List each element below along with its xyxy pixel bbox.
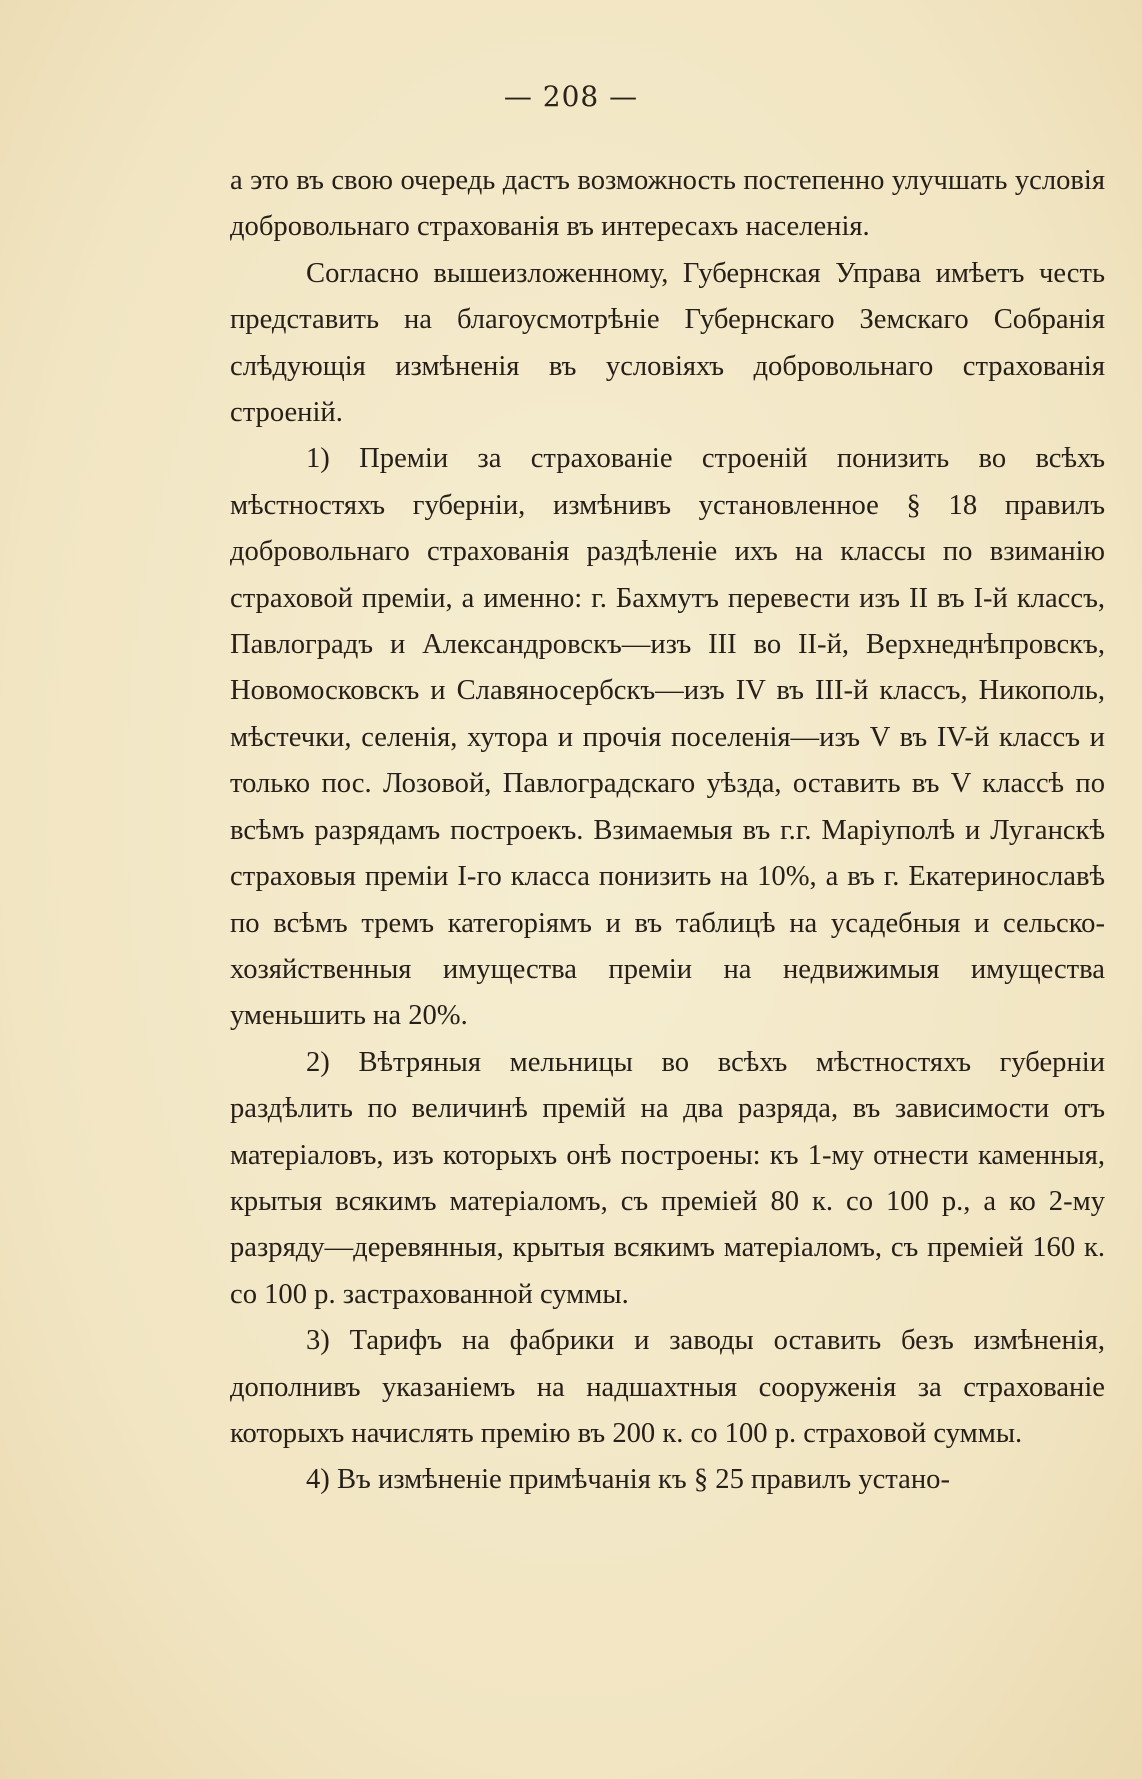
paragraph-proposal-intro: Согласно вышеизложенному, Губернская Управа имѣетъ честь представить на благоусмотрѣніе Губернскаго Земскаго Собранія слѣдующія измѣненія въ условіяхъ добровольнаго страхованія строеній. [230, 257, 1105, 429]
page-number: — 208 — [503, 80, 639, 113]
body-text [230, 158, 1105, 1504]
paragraph-continuation: а это въ свою очередь дастъ возможность постепенно улучшать условія добровольнаго страхованія въ интересахъ населенія. [230, 165, 1105, 243]
paragraph-item-1: 1) Преміи за страхованіе строеній понизить во всѣхъ мѣстностяхъ губерніи, измѣнивъ установленное § 18 правилъ добровольнаго страхованія раздѣленіе ихъ на классы по взиманію страховой преміи, а именно: г. Бахмутъ перевести изъ II въ I-й классъ, Павлоградъ и Александровскъ—изъ III во II-й, Верхнеднѣпровскъ, Новомосковскъ и Славяносербскъ—изъ IV въ III-й классъ, Никополь, мѣстечки, селенія, хутора и прочія поселенія—изъ V въ IV-й классъ и только пос. Лозовой, Павлоградскаго уѣзда, оставить въ V классѣ по всѣмъ разрядамъ построекъ. Взимаемыя въ г.г. Маріуполѣ и Луганскѣ страховыя преміи I-го класса понизить на 10%, а въ г. Екатеринославѣ по всѣмъ тремъ категоріямъ и въ таблицѣ на усадебныя и сельско-хозяйственныя имущества преміи на недвижимыя имущества уменьшить на 20%. [230, 443, 1105, 1032]
paragraph-item-2: 2) Вѣтряныя мельницы во всѣхъ мѣстностяхъ губерніи раздѣлить по величинѣ премій на два разряда, въ зависимости отъ матеріаловъ, изъ которыхъ онѣ построены: къ 1-му отнести каменныя, крытыя всякимъ матеріаломъ, съ преміей 80 к. со 100 р., а ко 2-му разряду—деревянныя, крытыя всякимъ матеріаломъ, съ преміей 160 к. со 100 р. застрахованной суммы. [230, 1046, 1105, 1310]
paragraph-item-4: 4) Въ измѣненіе примѣчанія къ § 25 правилъ устано- [306, 1464, 950, 1496]
paragraph-item-3: 3) Тарифъ на фабрики и заводы оставить безъ измѣненія, дополнивъ указаніемъ на надшахтныя сооруженія за страхованіе которыхъ начислять премію въ 200 к. со 100 р. страховой суммы. [230, 1325, 1105, 1449]
